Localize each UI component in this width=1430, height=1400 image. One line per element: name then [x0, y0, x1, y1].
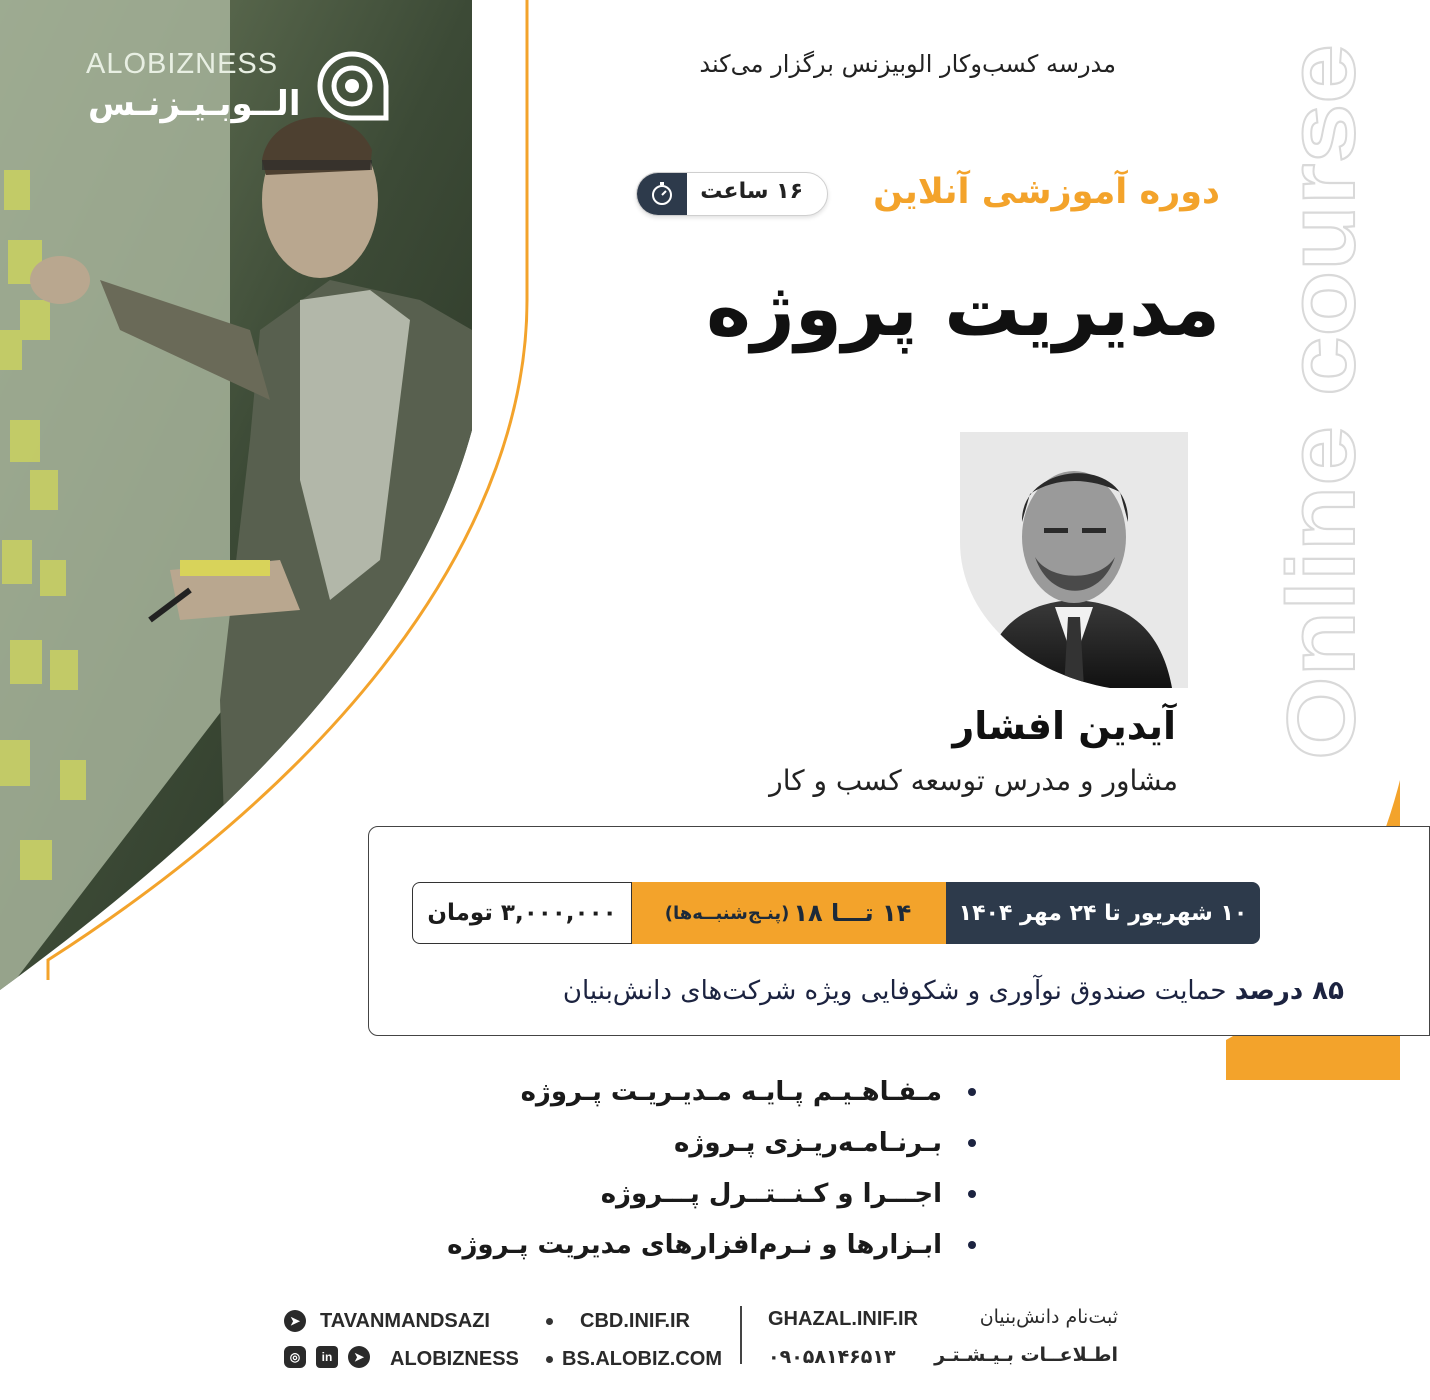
support-percent: ۸۵ درصد: [1234, 976, 1344, 1006]
topics-list: [356, 1066, 976, 1270]
bullet-icon: [968, 1088, 976, 1096]
linkedin-icon[interactable]: in: [316, 1346, 338, 1368]
course-dates: ۱۰ شهریور تا ۲۴ مهر ۱۴۰۴: [946, 882, 1260, 944]
instructor-photo: [960, 432, 1188, 688]
course-type-label: دوره آموزشی آنلاین: [873, 172, 1220, 212]
stopwatch-icon: [637, 173, 687, 215]
support-line: [563, 976, 1344, 1006]
footer: [0, 1296, 1400, 1386]
topic-item: اجـــرا و کـنــتــرل پـــروژه: [356, 1168, 976, 1219]
register-link[interactable]: GHAZAL.INIF.IR: [768, 1308, 918, 1330]
course-price: ۳,۰۰۰,۰۰۰ تومان: [412, 882, 632, 944]
topic-item: بـرنـامـه‌ریـزی پـروژه: [356, 1117, 976, 1168]
topic-item: مـفـاهـیـم پـایـه مـدیـریـت پـروژه: [356, 1066, 976, 1117]
course-time-hours: ۱۴ تـــا ۱۸: [793, 899, 912, 927]
instagram-icon[interactable]: ◎: [284, 1346, 306, 1368]
logo-wordmark-fa: الــوبـیـزنـس: [88, 84, 301, 124]
more-info-phone[interactable]: ۰۹۰۵۸۱۴۶۵۱۳: [768, 1346, 896, 1368]
bullet-icon: [546, 1356, 553, 1363]
instructor-name: آیدین افشار: [952, 704, 1176, 748]
course-time-days: (پنـج‌شنبــه‌ها): [664, 902, 790, 924]
course-time: [630, 882, 946, 944]
online-course-watermark: [1268, 40, 1375, 760]
course-title: مدیریت پروژه: [706, 264, 1220, 353]
support-text: حمایت صندوق نوآوری و شکوفایی ویژه شرکت‌های دانش‌بنیان: [562, 976, 1227, 1006]
topic-item: ابـزارها و نـرم‌افزارهای مدیریت پـروژه: [356, 1219, 976, 1270]
site-link-cbd[interactable]: CBD.INIF.IR: [580, 1310, 690, 1332]
footer-divider: [740, 1306, 742, 1364]
telegram-icon[interactable]: ➤: [284, 1310, 306, 1332]
organizer-line: مدرسه کسب‌وکار الوبیزنس برگزار می‌کند: [699, 50, 1116, 78]
alobizness-logo-icon: [316, 50, 388, 122]
bullet-icon: [968, 1190, 976, 1198]
online-course-text: Online course: [1268, 119, 1375, 760]
instructor-role: مشاور و مدرس توسعه کسب و کار: [769, 764, 1178, 797]
site-link-bs[interactable]: BS.ALOBIZ.COM: [562, 1348, 722, 1370]
bullet-icon: [968, 1241, 976, 1249]
logo-wordmark-en: ALOBIZNESS: [86, 48, 279, 80]
more-info-label: اطـلاعــات بـیـشـتـر: [934, 1344, 1118, 1366]
bullet-icon: [546, 1318, 553, 1325]
duration-text: ۱۶ ساعت: [700, 179, 803, 204]
telegram-icon[interactable]: ➤: [348, 1346, 370, 1368]
social-alobizness[interactable]: ALOBIZNESS: [390, 1348, 519, 1370]
bullet-icon: [968, 1139, 976, 1147]
register-label: ثبت‌نام دانش‌بنیان: [979, 1306, 1118, 1328]
duration-badge: [636, 172, 828, 216]
social-tavanmandsazi[interactable]: TAVANMANDSAZI: [320, 1310, 490, 1332]
